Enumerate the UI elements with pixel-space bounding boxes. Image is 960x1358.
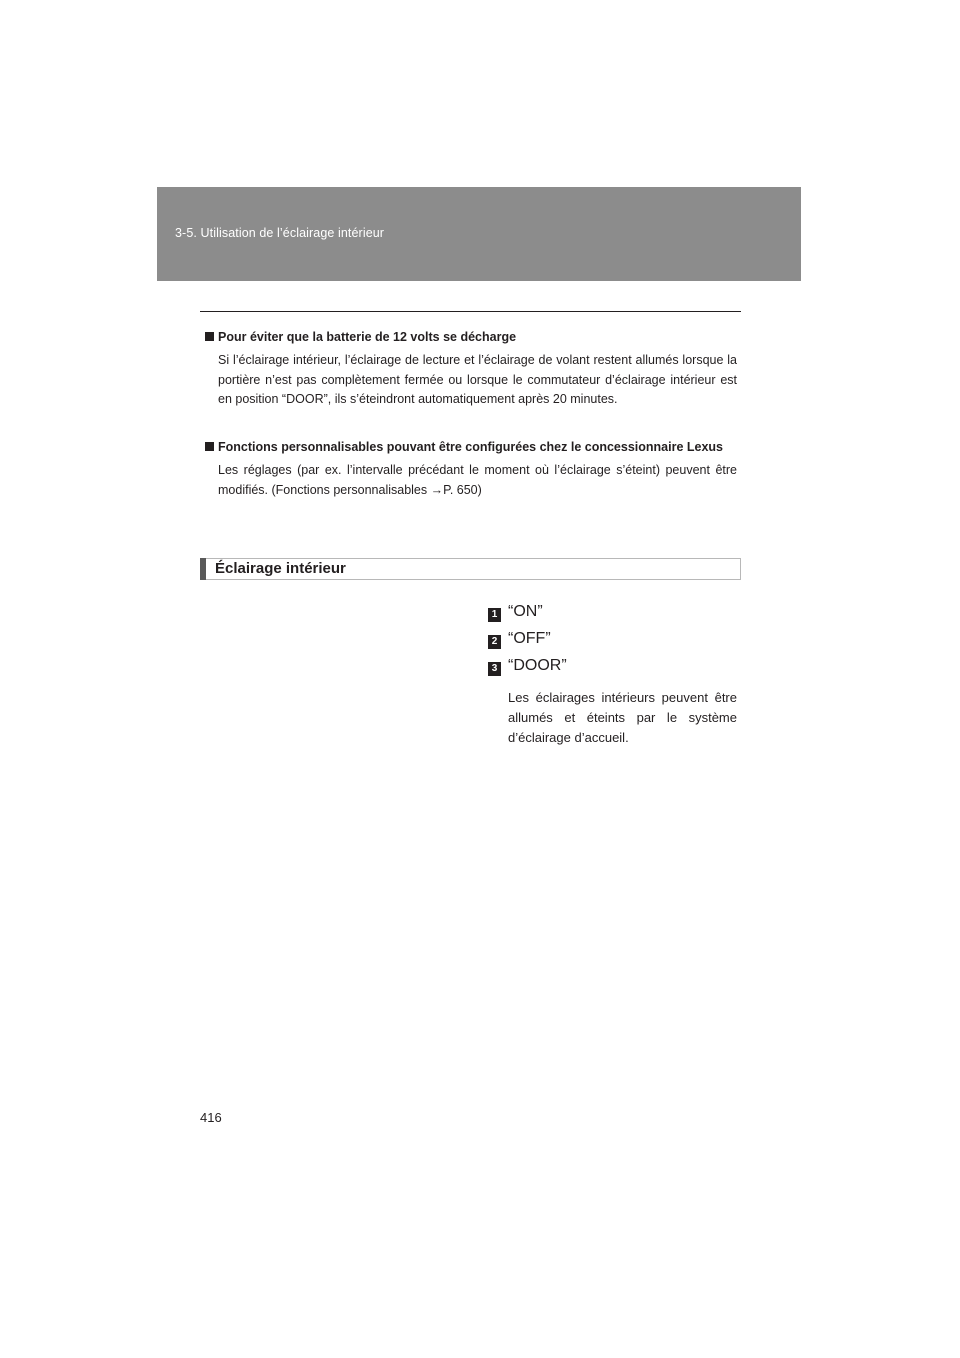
header-divider [200, 311, 741, 312]
item-label: “DOOR” [508, 657, 567, 674]
note-battery [205, 328, 737, 410]
note-heading [205, 438, 737, 457]
header-band [157, 187, 801, 281]
square-bullet-icon [205, 442, 214, 451]
note-body: Les réglages (par ex. l’intervalle précédant le moment où l’éclairage s’éteint) peuvent être modifiés. (Fonctions personnalisables →P. 650) [218, 463, 737, 497]
section-accent [200, 558, 206, 580]
section-breadcrumb: 3-5. Utilisation de l’éclairage intérieur [175, 226, 385, 240]
note-heading-text: Pour éviter que la batterie de 12 volts se décharge [218, 330, 517, 344]
section-title: Éclairage intérieur [215, 560, 346, 577]
door-description: Les éclairages intérieurs peuvent être allumés et éteints par le système d’éclairage d’accueil. [508, 690, 737, 745]
number-badge-icon: 2 [488, 635, 501, 649]
item-label: “OFF” [508, 630, 551, 647]
note-heading [205, 328, 737, 347]
note-body: Si l’éclairage intérieur, l’éclairage de lecture et l’éclairage de volant restent allumés lorsque la portière n’est pas complètement fermée ou lorsque le commutateur d’éclairage intérieur est en position “DOOR”, ils s’éteindront automatiquement après 20 minutes. [218, 353, 737, 406]
number-badge-icon: 3 [488, 662, 501, 676]
square-bullet-icon [205, 332, 214, 341]
item-label: “ON” [508, 603, 543, 620]
note-customization [205, 438, 737, 500]
page-number: 416 [200, 1110, 222, 1125]
note-heading-text: Fonctions personnalisables pouvant être configurées chez le concessionnaire Lexus [218, 440, 724, 454]
number-badge-icon: 1 [488, 608, 501, 622]
section-heading-bar [200, 558, 741, 580]
